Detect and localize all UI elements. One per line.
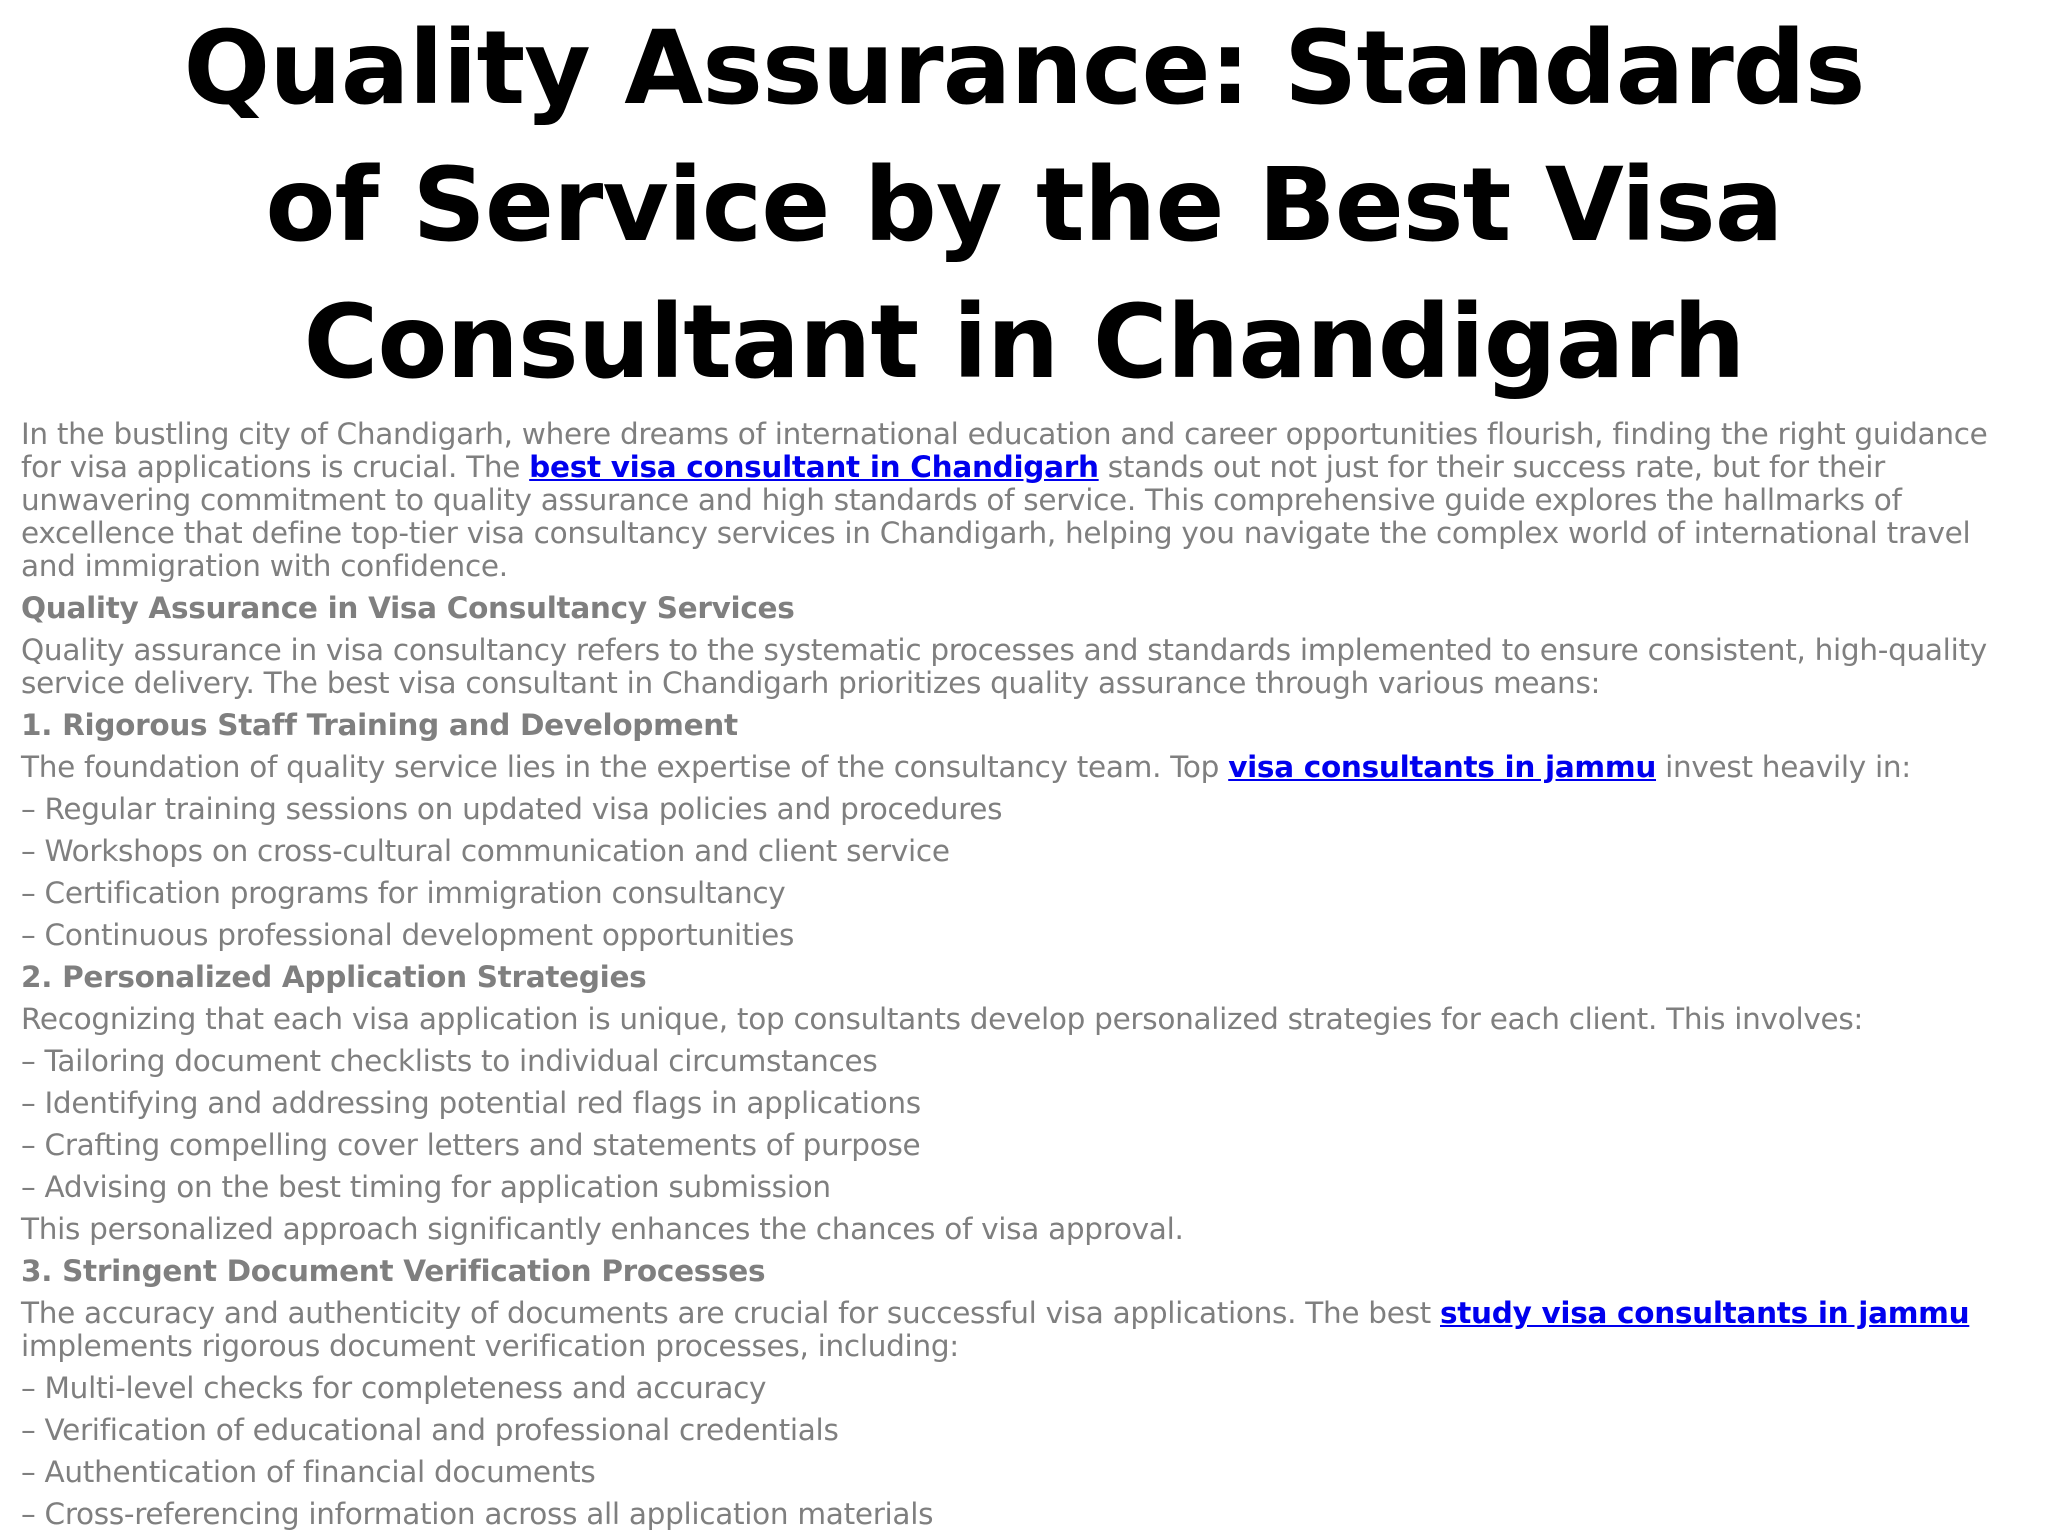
section2-closing: This personalized approach significantly enhances the chances of visa approval. [21, 1212, 1184, 1246]
best-visa-consultant-chandigarh-link[interactable]: best visa consultant in Chandigarh [529, 450, 1099, 484]
list-item: – Regular training sessions on updated visa policies and procedures [21, 792, 1003, 826]
section3-text-before: The accuracy and authenticity of documents are crucial for successful visa applications. The best [21, 1296, 1440, 1330]
section1-list [21, 793, 2031, 952]
section1-heading: 1. Rigorous Staff Training and Development [21, 708, 738, 742]
section2-list [21, 1045, 2031, 1204]
section3-list [21, 1372, 2031, 1531]
study-visa-consultants-jammu-link[interactable]: study visa consultants in jammu [1440, 1296, 1970, 1330]
list-item: – Advising on the best timing for application submission [21, 1170, 831, 1204]
list-item: – Workshops on cross-cultural communication and client service [21, 834, 950, 868]
qa-paragraph: Quality assurance in visa consultancy refers to the systematic processes and standards implemented to ensure consistent, high-quality service delivery. The best visa consultant in Chandigarh prioritizes quality assurance through various means: [21, 633, 1987, 700]
list-item: – Tailoring document checklists to individual circumstances [21, 1044, 878, 1078]
section2-heading: 2. Personalized Application Strategies [21, 960, 647, 994]
list-item: – Continuous professional development opportunities [21, 918, 795, 952]
list-item: – Authentication of financial documents [21, 1455, 596, 1489]
section1-text-after: invest heavily in: [1656, 750, 1911, 784]
intro-text-after: stands out not just for their success rate, but for their unwavering commitment to quality assurance and high standards of service. This comprehensive guide explores the hallmarks of excellence that define top-tier visa consultancy services in Chandigarh, helping you navigate the complex world of international travel and immigration with confidence. [21, 450, 1971, 583]
qa-heading: Quality Assurance in Visa Consultancy Services [21, 591, 795, 625]
slide-body [21, 418, 2031, 1540]
visa-consultants-jammu-link[interactable]: visa consultants in jammu [1228, 750, 1657, 784]
intro-text-before: In the bustling city of Chandigarh, where dreams of international education and career opportunities flourish, finding the right guidance for visa applications is crucial. The [21, 417, 1988, 484]
list-item: – Cross-referencing information across all application materials [21, 1497, 934, 1531]
section3-paragraph [21, 1297, 2031, 1363]
section3-heading: 3. Stringent Document Verification Processes [21, 1254, 766, 1288]
list-item: – Crafting compelling cover letters and statements of purpose [21, 1128, 921, 1162]
list-item: – Verification of educational and professional credentials [21, 1413, 839, 1447]
list-item: – Multi-level checks for completeness and accuracy [21, 1371, 767, 1405]
section1-paragraph [21, 751, 2031, 784]
list-item: – Certification programs for immigration consultancy [21, 876, 786, 910]
section1-text-before: The foundation of quality service lies in the expertise of the consultancy team. Top [21, 750, 1229, 784]
section3-text-after: implements rigorous document verification processes, including: [21, 1329, 959, 1363]
section2-paragraph: Recognizing that each visa application is unique, top consultants develop personalized strategies for each client. This involves: [21, 1002, 1864, 1036]
list-item: – Identifying and addressing potential red flags in applications [21, 1086, 921, 1120]
intro-paragraph [21, 418, 2031, 583]
page-title: Quality Assurance: Standards of Service by the Best Visa Consultant in Chandigarh [183, 9, 1865, 402]
